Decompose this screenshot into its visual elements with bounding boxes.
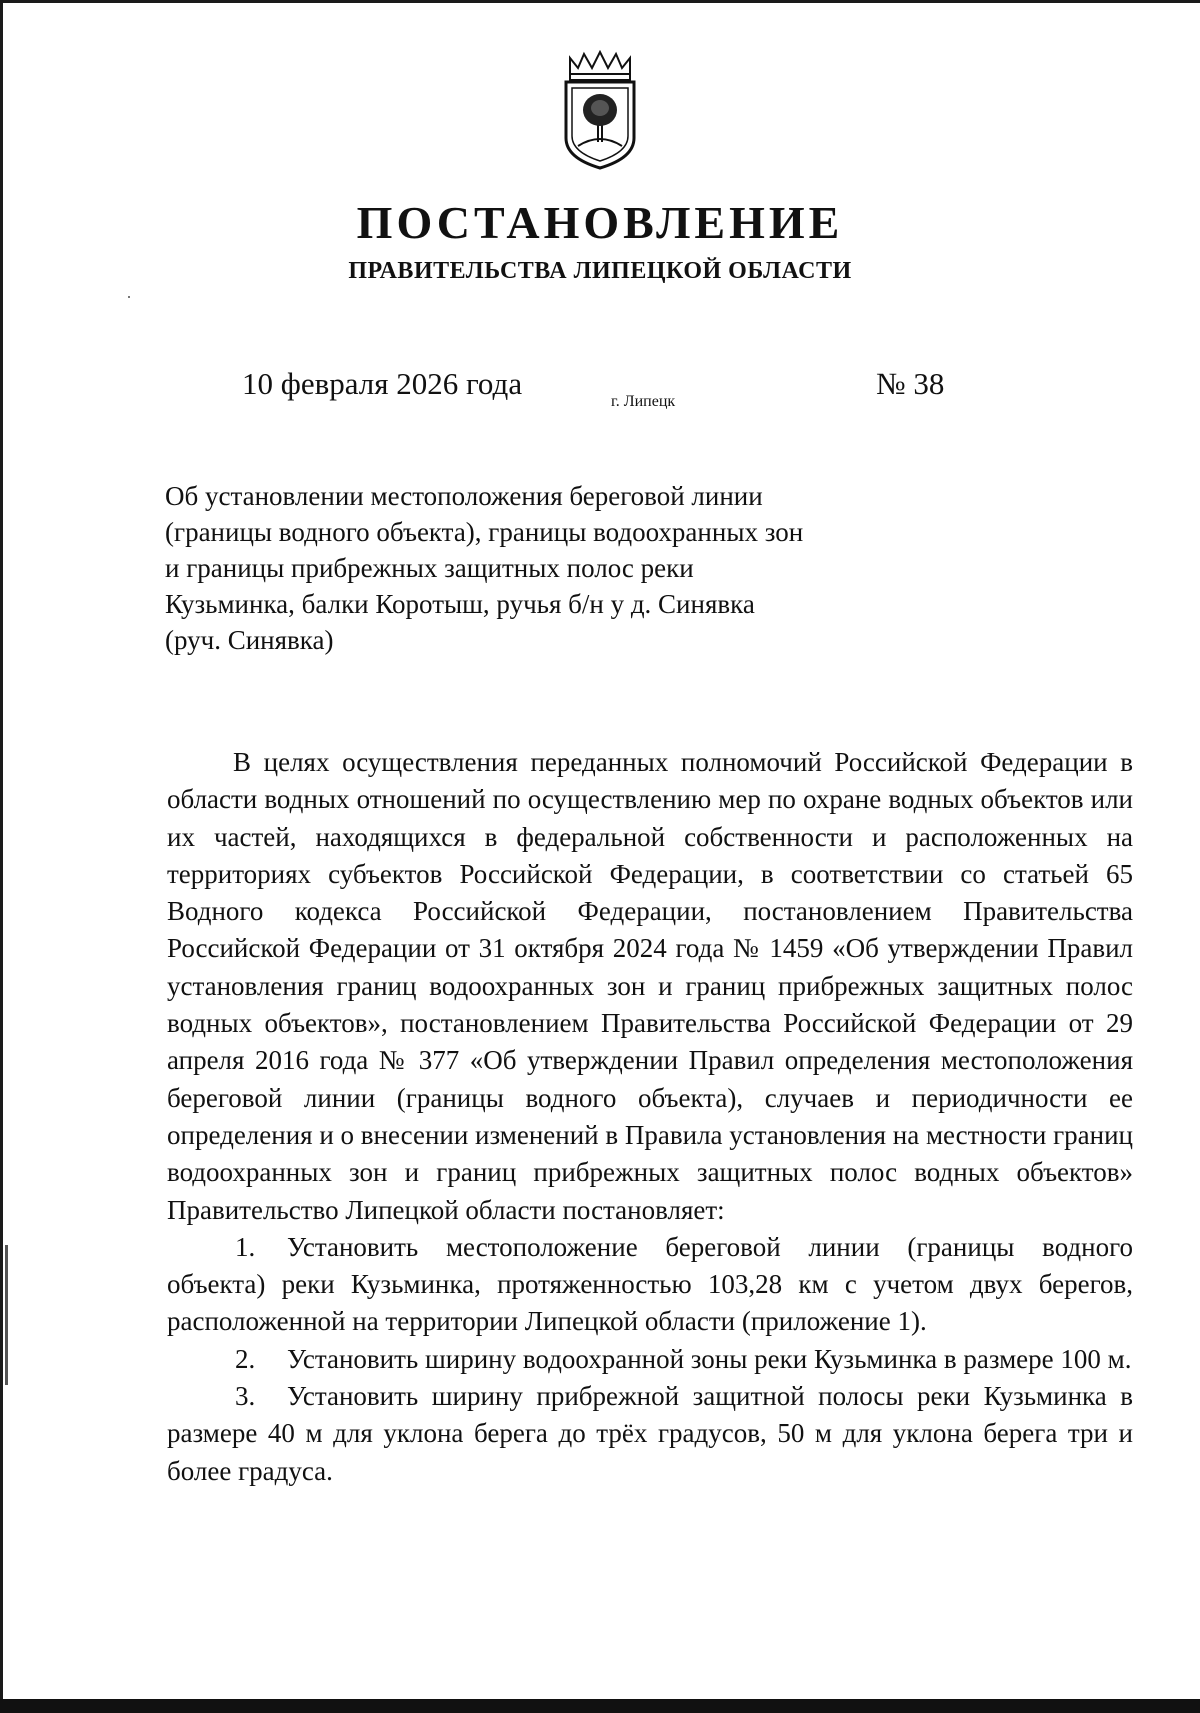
scan-dot [128, 296, 130, 298]
item-number: 1. [235, 1231, 256, 1262]
item-text: Установить местоположение береговой линии (границы водного объекта) реки Кузьминка, протяженностью 103,28 км с учетом двух берегов, расположенной на территории Липецкой области (приложение 1). [167, 1231, 1133, 1337]
scan-border-bottom [0, 1699, 1200, 1713]
item-text: Установить ширину прибрежной защитной полосы реки Кузьминка в размере 40 м для уклона берега до трёх градусов, 50 м для уклона берега три и более градуса. [167, 1381, 1133, 1486]
lipetsk-coat-of-arms-icon [556, 50, 644, 170]
issuing-authority: ПРАВИТЕЛЬСТВА ЛИПЕЦКОЙ ОБЛАСТИ [348, 258, 852, 284]
scan-mark [5, 1245, 8, 1385]
document-city: г. Липецк [611, 393, 676, 410]
list-item [167, 1341, 1133, 1378]
document-number: № 38 [876, 366, 945, 401]
document-heading: Об установлении местоположения береговой линии (границы водного объекта), границы водоохранных зон и границы прибрежных защитных полос реки Кузьминка, балки Коротыш, ручья б/н у д. Синявка (руч. Синявка) [165, 481, 804, 655]
scan-border-top [0, 0, 1200, 3]
document-date: 10 февраля 2026 года [242, 366, 523, 401]
list-item [167, 1378, 1133, 1490]
scan-border-left [0, 0, 3, 1713]
item-number: 3. [235, 1381, 256, 1412]
item-text: Установить ширину водоохранной зоны реки Кузьминка в размере 100 м. [287, 1343, 1132, 1374]
preamble-paragraph: В целях осуществления переданных полномочий Российской Федерации в области водных отношений по осуществлению мер по охране водных объектов или их частей, находящихся в федеральной собственности и расположенных на территориях субъектов Российской Федерации, в соответствии со статьей 65 Водного кодекса Российской Федерации, постановлением Правительства Российской Федерации от 31 октября 2024 года № 1459 «Об утверждении Правил установления границ водоохранных зон и границ прибрежных защитных полос водных объектов», постановлением Правительства Российской Федерации от 29 апреля 2016 года № 377 «Об утверждении Правил определения местоположения береговой линии (границы водного объекта), случаев и периодичности ее определения и о внесении изменений в Правила установления на местности границ водоохранных зон и границ прибрежных защитных полос водных объектов» Правительство Липецкой области постановляет: [167, 747, 1133, 1225]
document-body [167, 744, 1133, 1490]
list-item [167, 1229, 1133, 1341]
document-type-title: ПОСТАНОВЛЕНИЕ [356, 197, 844, 248]
item-number: 2. [235, 1343, 256, 1374]
